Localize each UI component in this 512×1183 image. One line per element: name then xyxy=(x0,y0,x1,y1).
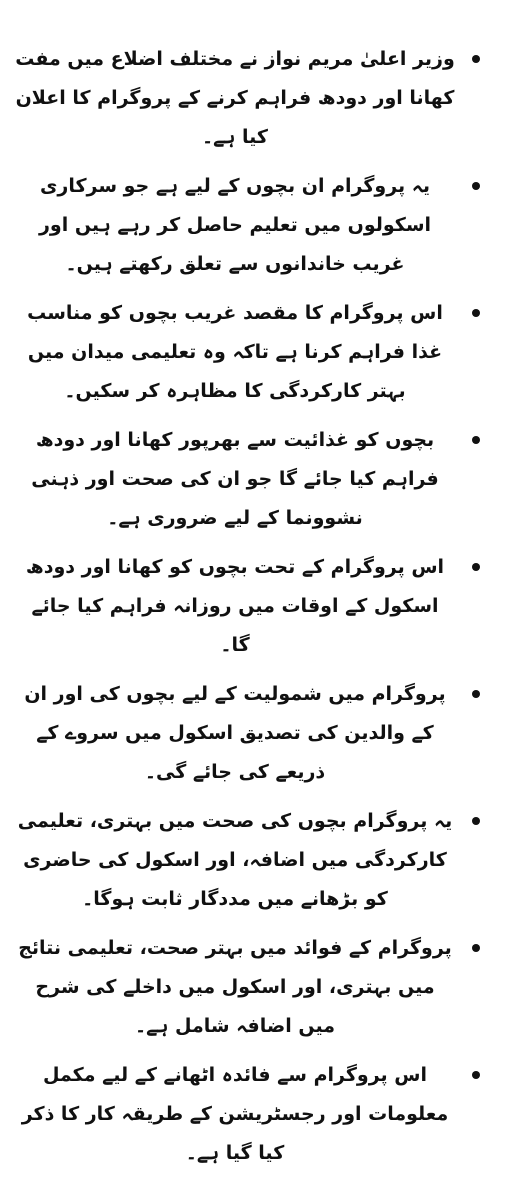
bullet-item xyxy=(10,421,502,538)
bullet-text: یہ پروگرام ان بچوں کے لیے ہے جو سرکاری اسکولوں میں تعلیم حاصل کر رہے ہیں اور غریب خاندانوں سے تعلق رکھتے ہیں۔ xyxy=(38,175,432,275)
bullet-text: یہ پروگرام بچوں کی صحت میں بہتری، تعلیمی کارکردگی میں اضافہ، اور اسکول کی حاضری کو بڑھانے میں مددگار ثابت ہوگا۔ xyxy=(17,810,453,910)
bullet-text: بچوں کو غذائیت سے بھرپور کھانا اور دودھ فراہم کیا جائے گا جو ان کی صحت اور ذہنی نشوونما کے لیے ضروری ہے۔ xyxy=(31,429,439,529)
bullet-item xyxy=(10,548,502,665)
bullet-dot-icon xyxy=(472,944,480,952)
bullet-dot-icon xyxy=(472,182,480,190)
bullet-text: اس پروگرام سے فائدہ اٹھانے کے لیے مکمل معلومات اور رجسٹریشن کے طریقہ کار کا ذکر کیا گیا ہے۔ xyxy=(21,1064,449,1164)
bullet-dot-icon xyxy=(472,690,480,698)
bullet-item xyxy=(10,929,502,1046)
bullet-text: وزیر اعلیٰ مریم نواز نے مختلف اضلاع میں مفت کھانا اور دودھ فراہم کرنے کے پروگرام کا اعلان کیا ہے۔ xyxy=(15,48,455,148)
bullet-item xyxy=(10,675,502,792)
bullet-dot-icon xyxy=(472,436,480,444)
bullet-item xyxy=(10,167,502,284)
bullet-dot-icon xyxy=(472,55,480,63)
bullet-text: پروگرام کے فوائد میں بہتر صحت، تعلیمی نتائج میں بہتری، اور اسکول میں داخلے کی شرح میں اضافہ شامل ہے۔ xyxy=(18,937,452,1037)
bullet-text: اس پروگرام کا مقصد غریب بچوں کو مناسب غذا فراہم کرنا ہے تاکہ وہ تعلیمی میدان میں بہتر کارکردگی کا مظاہرہ کر سکیں۔ xyxy=(27,302,443,402)
bullet-item xyxy=(10,802,502,919)
bullet-item xyxy=(10,40,502,157)
bullet-text: پروگرام میں شمولیت کے لیے بچوں کی اور ان کے والدین کی تصدیق اسکول میں سروے کے ذریعے کی جائے گی۔ xyxy=(24,683,446,783)
bullet-dot-icon xyxy=(472,309,480,317)
document-content xyxy=(10,40,502,1183)
bullet-dot-icon xyxy=(472,1071,480,1079)
bullet-dot-icon xyxy=(472,817,480,825)
bullet-text: اس پروگرام کے تحت بچوں کو کھانا اور دودھ اسکول کے اوقات میں روزانہ فراہم کیا جائے گا۔ xyxy=(25,556,445,656)
bullet-item xyxy=(10,294,502,411)
bullet-dot-icon xyxy=(472,563,480,571)
bullet-item xyxy=(10,1056,502,1173)
bullet-list xyxy=(10,40,502,1173)
